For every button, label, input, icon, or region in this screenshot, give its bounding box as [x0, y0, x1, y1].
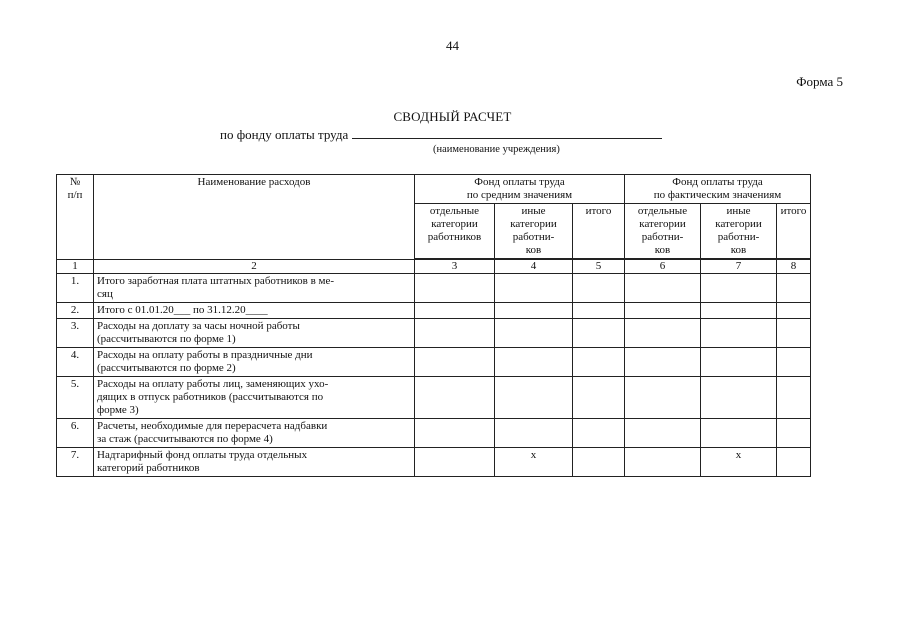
header-separate-actual: отдельные категории работни- ков [625, 204, 701, 260]
header-name: Наименование расходов [94, 175, 415, 260]
table-row [57, 274, 811, 303]
column-number-cell: 8 [777, 259, 811, 274]
value-cell[interactable] [701, 377, 777, 419]
subtitle-text: по фонду оплаты труда [220, 127, 349, 142]
column-number-cell: 3 [415, 259, 495, 274]
value-cell[interactable] [777, 303, 811, 319]
value-cell[interactable] [777, 319, 811, 348]
value-cell[interactable] [701, 303, 777, 319]
row-number-cell: 4. [57, 348, 94, 377]
value-cell[interactable] [777, 274, 811, 303]
value-cell[interactable] [777, 448, 811, 477]
table-row [57, 448, 811, 477]
value-cell[interactable] [415, 348, 495, 377]
value-cell[interactable] [495, 419, 573, 448]
expense-name-cell: Расчеты, необходимые для перерасчета надбавки за стаж (рассчитываются по форме 4) [94, 419, 415, 448]
table-row [57, 303, 811, 319]
value-cell[interactable] [495, 319, 573, 348]
value-cell[interactable] [573, 348, 625, 377]
value-cell[interactable]: x [701, 448, 777, 477]
document-subtitle [220, 126, 662, 143]
value-cell[interactable] [415, 419, 495, 448]
header-group-actual: Фонд оплаты труда по фактическим значениям [625, 175, 811, 204]
header-other-avg: иные категории работни- ков [495, 204, 573, 260]
table-row [57, 348, 811, 377]
page-number: 44 [446, 38, 459, 53]
column-number-cell: 4 [495, 259, 573, 274]
value-cell[interactable] [625, 348, 701, 377]
header-separate-avg: отдельные категории работников [415, 204, 495, 260]
value-cell[interactable] [777, 419, 811, 448]
value-cell[interactable] [415, 448, 495, 477]
document-title: СВОДНЫЙ РАСЧЕТ [393, 109, 512, 124]
value-cell[interactable] [701, 348, 777, 377]
row-number-cell: 5. [57, 377, 94, 419]
value-cell[interactable] [701, 274, 777, 303]
subtitle-note: (наименование учреждения) [433, 144, 560, 155]
value-cell[interactable] [573, 319, 625, 348]
row-number-cell: 1. [57, 274, 94, 303]
value-cell[interactable] [625, 319, 701, 348]
value-cell[interactable] [415, 274, 495, 303]
value-cell[interactable] [573, 448, 625, 477]
header-total-actual: итого [777, 204, 811, 260]
value-cell[interactable] [573, 303, 625, 319]
row-number-cell: 3. [57, 319, 94, 348]
value-cell[interactable] [573, 274, 625, 303]
header-no: № п/п [57, 175, 94, 260]
expense-name-cell: Итого с 01.01.20___ по 31.12.20____ [94, 303, 415, 319]
value-cell[interactable]: x [495, 448, 573, 477]
column-number-cell: 1 [57, 259, 94, 274]
column-number-cell: 6 [625, 259, 701, 274]
expense-name-cell: Надтарифный фонд оплаты труда отдельных категорий работников [94, 448, 415, 477]
expense-name-cell: Расходы на оплату работы лиц, заменяющих ухо- дящих в отпуск работников (рассчитываются по форме 3) [94, 377, 415, 419]
value-cell[interactable] [777, 348, 811, 377]
value-cell[interactable] [625, 303, 701, 319]
column-number-cell: 5 [573, 259, 625, 274]
row-number-cell: 7. [57, 448, 94, 477]
header-other-actual: иные категории работни- ков [701, 204, 777, 260]
value-cell[interactable] [495, 303, 573, 319]
value-cell[interactable] [495, 348, 573, 377]
value-cell[interactable] [701, 419, 777, 448]
value-cell[interactable] [625, 448, 701, 477]
value-cell[interactable] [573, 419, 625, 448]
row-number-cell: 6. [57, 419, 94, 448]
form-label: Форма 5 [796, 74, 843, 89]
value-cell[interactable] [625, 274, 701, 303]
column-number-row [57, 259, 811, 274]
expense-name-cell: Итого заработная плата штатных работников в ме- сяц [94, 274, 415, 303]
value-cell[interactable] [573, 377, 625, 419]
table-row [57, 377, 811, 419]
value-cell[interactable] [495, 274, 573, 303]
value-cell[interactable] [777, 377, 811, 419]
value-cell[interactable] [625, 377, 701, 419]
expense-name-cell: Расходы на доплату за часы ночной работы (рассчитываются по форме 1) [94, 319, 415, 348]
row-number-cell: 2. [57, 303, 94, 319]
value-cell[interactable] [415, 303, 495, 319]
value-cell[interactable] [415, 319, 495, 348]
value-cell[interactable] [625, 419, 701, 448]
summary-table [56, 174, 811, 477]
column-number-cell: 2 [94, 259, 415, 274]
expense-name-cell: Расходы на оплату работы в праздничные дни (рассчитываются по форме 2) [94, 348, 415, 377]
table-row [57, 319, 811, 348]
value-cell[interactable] [415, 377, 495, 419]
header-row-groups [57, 175, 811, 204]
table-row [57, 419, 811, 448]
institution-name-blank [352, 126, 662, 139]
value-cell[interactable] [701, 319, 777, 348]
header-total-avg: итого [573, 204, 625, 260]
header-group-average: Фонд оплаты труда по средним значениям [415, 175, 625, 204]
value-cell[interactable] [495, 377, 573, 419]
column-number-cell: 7 [701, 259, 777, 274]
